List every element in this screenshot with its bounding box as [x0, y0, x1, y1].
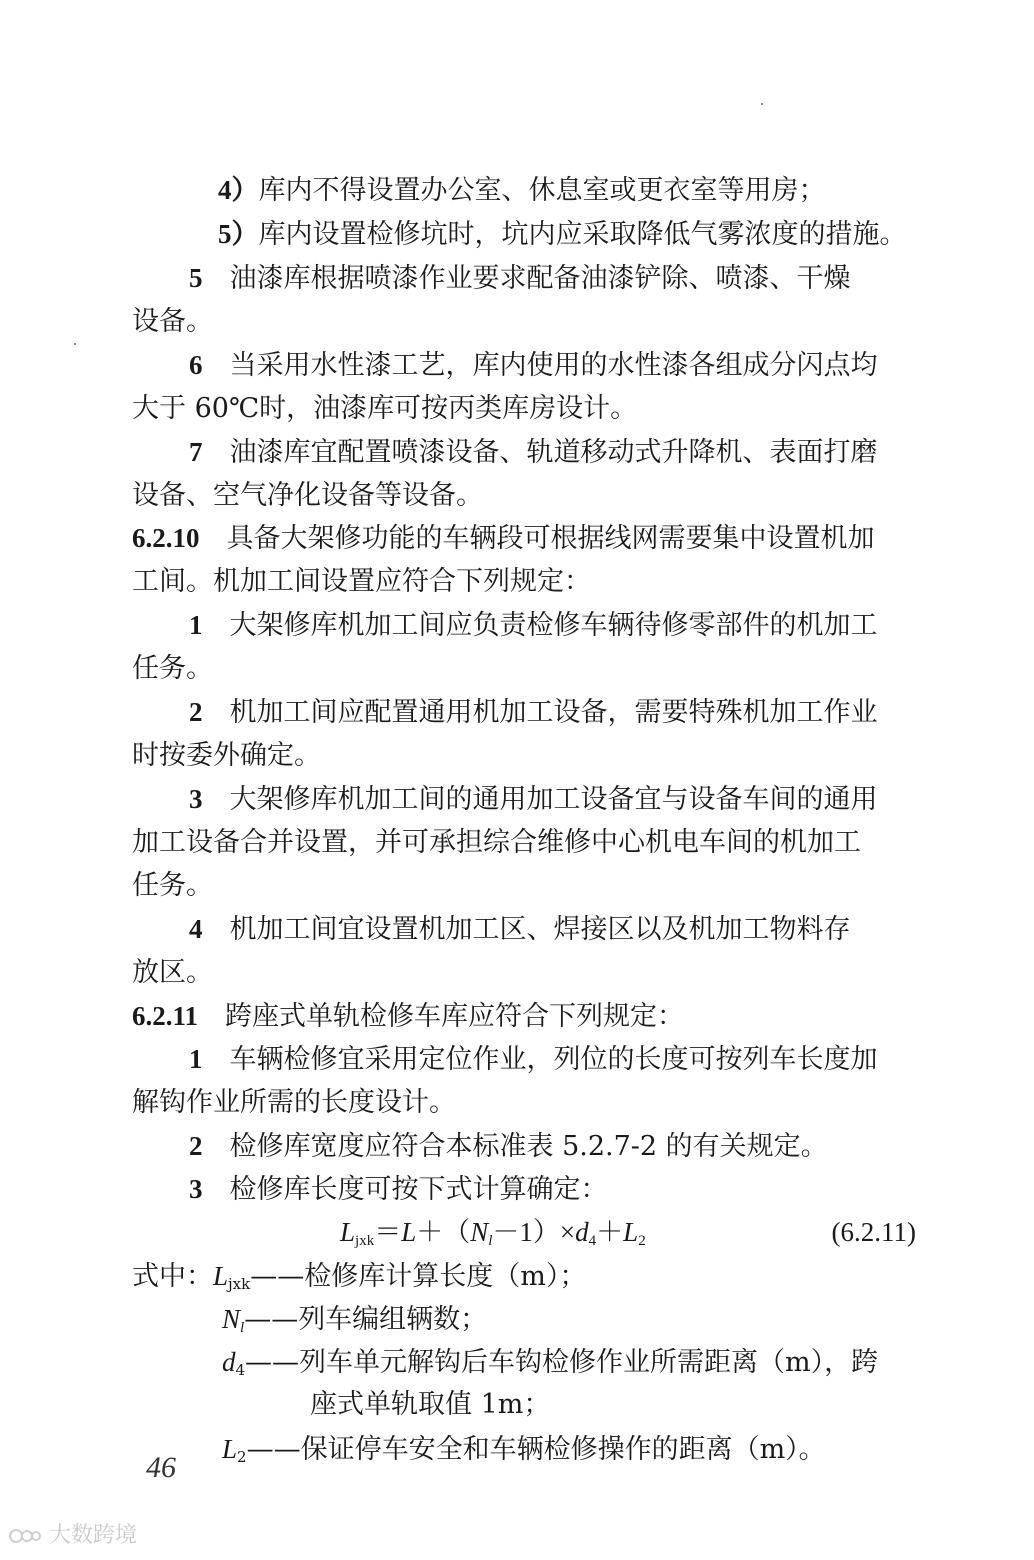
clause-4-cont: 放区。 — [132, 957, 213, 988]
section-text: 跨座式单轨检修车库应符合下列规定： — [225, 1001, 685, 1032]
clause-6 — [189, 345, 878, 386]
clause-6-cont: 大于 60℃时，油漆库可按丙类库房设计。 — [132, 393, 638, 424]
clause-text: 大架修库机加工间的通用加工设备宜与设备车间的通用 — [229, 784, 878, 815]
page-number: 46 — [146, 1451, 176, 1484]
clause-number: 4 — [189, 914, 203, 944]
clause-number: 1 — [189, 1044, 203, 1074]
clause-2 — [189, 692, 878, 733]
clause-1-cont: 解钩作业所需的长度设计。 — [132, 1087, 456, 1118]
clause-5 — [189, 258, 851, 299]
section-number: 6.2.10 — [132, 523, 200, 553]
where-item-l-2: $L_2——$保证停车安全和车辆检修操作的距离（m）。 — [222, 1434, 826, 1466]
clause-text: 检修库长度可按下式计算确定： — [229, 1174, 608, 1205]
clause-3 — [189, 779, 878, 820]
clause-number: 1 — [189, 610, 203, 640]
scan-speck — [74, 343, 76, 345]
section-number: 6.2.11 — [132, 1001, 199, 1031]
clause-3-cont: 任务。 — [132, 870, 213, 901]
clause-1 — [189, 605, 878, 646]
clause-2 — [189, 1126, 828, 1167]
clause-text: 车辆检修宜采用定位作业，列位的长度可按列车长度加 — [229, 1044, 878, 1075]
clause-3 — [189, 1169, 608, 1210]
where-item-d-4: $d_4——$列车单元解钩后车钩检修作业所需距离（m），跨 — [222, 1347, 879, 1379]
where-item-n-l: $N_l——$列车编组辆数； — [222, 1304, 488, 1336]
clause-number: 3 — [189, 1174, 203, 1204]
watermark — [8, 1518, 137, 1549]
clause-number: 5 — [189, 263, 203, 293]
item-number: 4） — [218, 175, 259, 205]
clause-text: 机加工间应配置通用机加工设备，需要特殊机加工作业 — [229, 697, 878, 728]
clause-1 — [189, 1039, 878, 1080]
clause-text: 油漆库宜配置喷漆设备、轨道移动式升降机、表面打磨 — [229, 437, 878, 468]
where-prefix: 式中： — [132, 1261, 213, 1292]
scan-speck — [761, 103, 763, 105]
clause-7 — [189, 432, 878, 473]
section-text: 具备大架修功能的车辆段可根据线网需要集中设置机加 — [226, 523, 875, 554]
clause-number: 6 — [189, 350, 203, 380]
clause-number: 7 — [189, 437, 203, 467]
clause-number: 2 — [189, 1131, 203, 1161]
clause-1-cont: 任务。 — [132, 653, 213, 684]
clause-text: 当采用水性漆工艺，库内使用的水性漆各组成分闪点均 — [229, 350, 878, 381]
clause-4 — [189, 909, 851, 950]
clause-number: 3 — [189, 784, 203, 814]
clause-7-cont: 设备、空气净化设备等设备。 — [132, 480, 483, 511]
clause-text: 油漆库根据喷漆作业要求配备油漆铲除、喷漆、干燥 — [229, 263, 851, 294]
formula-number: (6.2.11) — [831, 1217, 916, 1247]
item-text: 库内不得设置办公室、休息室或更衣室等用房； — [258, 175, 826, 206]
item-5 — [218, 214, 907, 255]
watermark-text: 大数跨境 — [49, 1523, 138, 1548]
where-item-l-jxk: 式中：$L_{jxk}——$检修库计算长度（m）； — [132, 1261, 587, 1293]
section-6-2-11 — [132, 996, 684, 1037]
clause-3-cont: 加工设备合并设置，并可承担综合维修中心机电车间的机加工 — [132, 827, 861, 858]
clause-text: 检修库宽度应符合本标准表 5.2.7-2 的有关规定。 — [229, 1131, 828, 1162]
clause-number: 2 — [189, 697, 203, 727]
clause-text: 机加工间宜设置机加工区、焊接区以及机加工物料存 — [229, 914, 851, 945]
formula-expression: $L_{jxk}=L+(N_l-1)\times d_4+L_2$ — [340, 1217, 646, 1249]
item-4 — [218, 170, 826, 211]
clause-2-cont: 时按委外确定。 — [132, 740, 321, 771]
where-item-d-4-cont: 座式单轨取值 1m； — [310, 1389, 551, 1420]
section-6-2-10 — [132, 518, 875, 559]
item-number: 5） — [218, 219, 259, 249]
section-6-2-10-cont: 工间。机加工间设置应符合下列规定： — [132, 566, 591, 597]
watermark-logo-icon — [8, 1525, 42, 1547]
item-text: 库内设置检修坑时，坑内应采取降低气雾浓度的措施。 — [258, 219, 907, 250]
clause-text: 大架修库机加工间应负责检修车辆待修零部件的机加工 — [229, 610, 878, 641]
clause-5-cont: 设备。 — [132, 306, 213, 337]
